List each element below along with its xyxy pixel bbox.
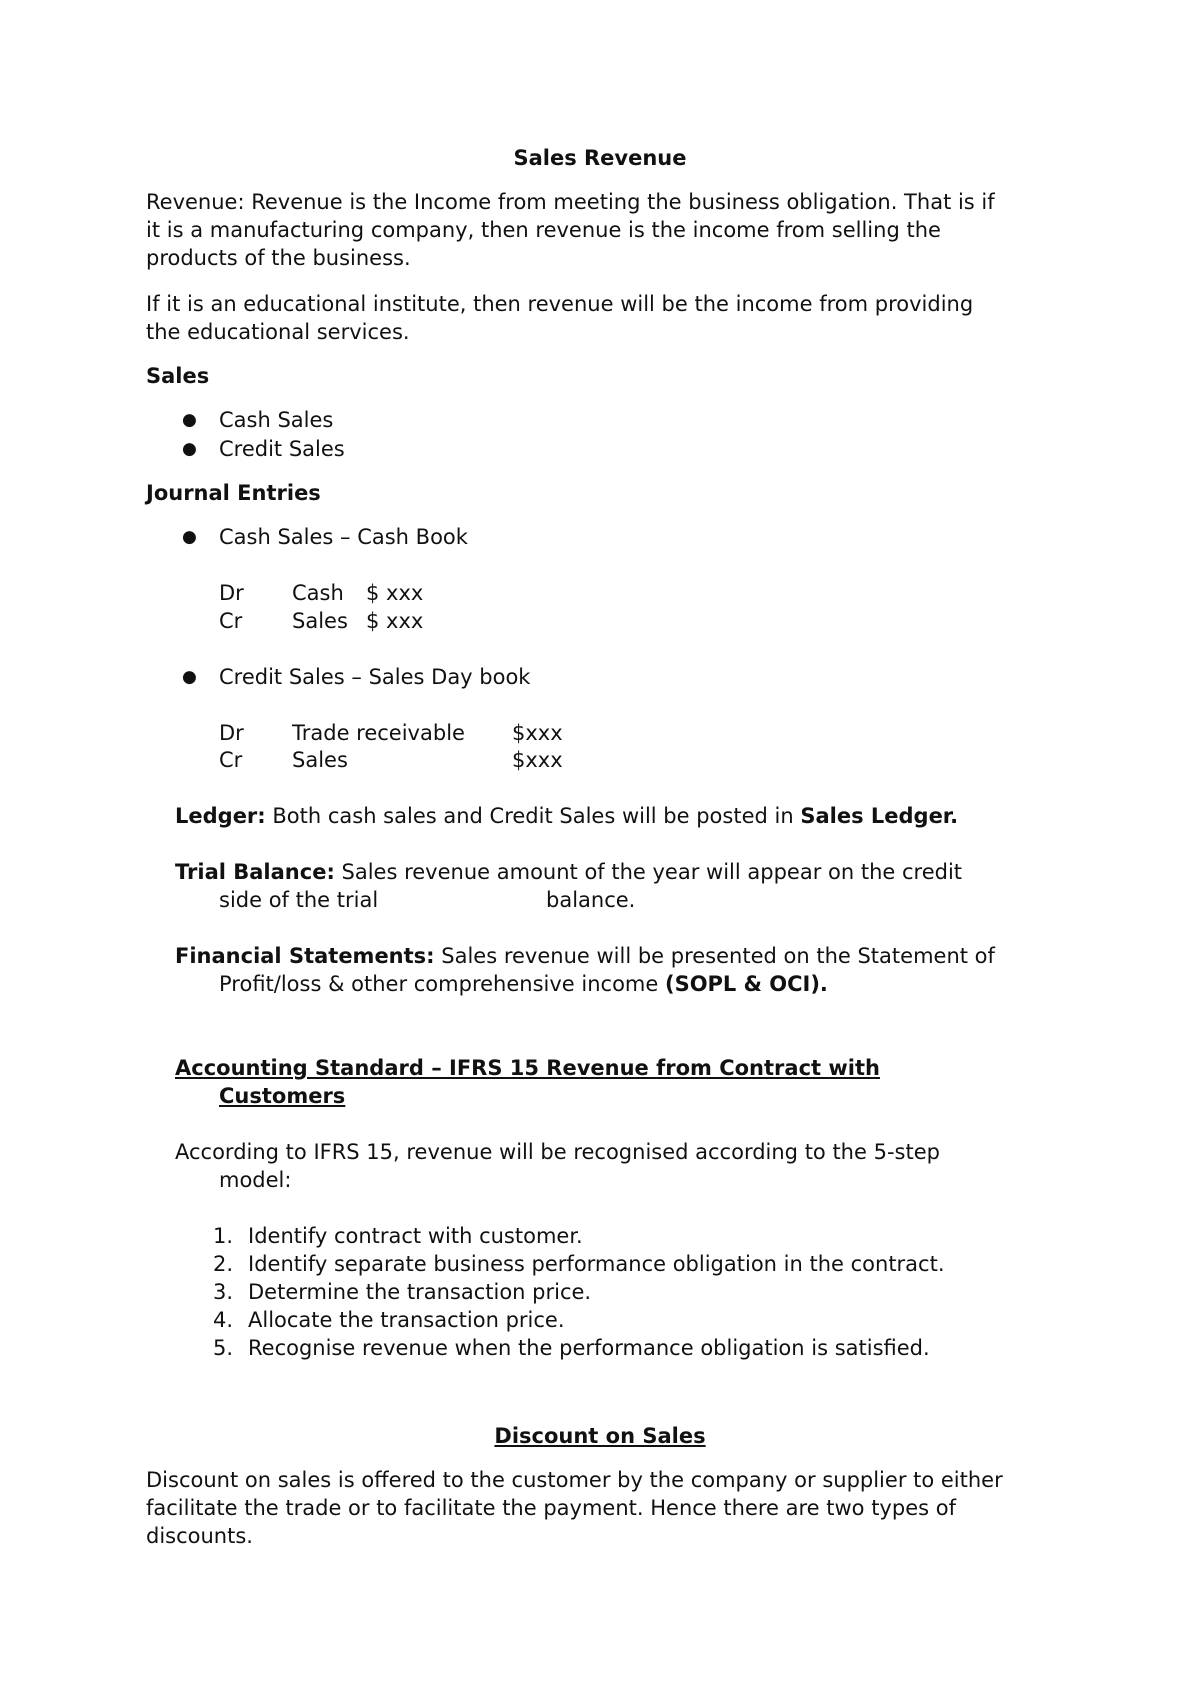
step-number: 5.	[213, 1336, 234, 1360]
intro-line-1: Revenue: Revenue is the Income from meeting the business obligation. That is if	[146, 190, 995, 214]
journal-credit-dr-account: Trade receivable	[292, 721, 465, 745]
step-text: Allocate the transaction price.	[248, 1308, 565, 1332]
journal-cash-cr-amount: $ xxx	[366, 609, 424, 633]
standard-intro-line-2: model:	[219, 1168, 292, 1192]
financial-statements-text: Sales revenue will be presented on the Statement of	[434, 944, 995, 968]
step-number: 3.	[213, 1280, 234, 1304]
trial-balance-line-2b: balance.	[546, 888, 636, 912]
trial-balance-text: Sales revenue amount of the year will appear on the credit	[334, 860, 963, 884]
journal-cash-dr: Dr	[219, 581, 244, 605]
trial-balance-label: Trial Balance:	[175, 860, 335, 884]
step-text: Recognise revenue when the performance obligation is satisfied.	[248, 1336, 930, 1360]
step-number: 2.	[213, 1252, 234, 1276]
bullet-dot-icon: ●	[182, 439, 197, 459]
trial-balance-line-1	[175, 858, 962, 886]
journal-credit-dr: Dr	[219, 721, 244, 745]
sales-item-credit: Credit Sales	[219, 437, 345, 461]
ledger-paragraph	[175, 802, 958, 830]
journal-credit-cr-account: Sales	[292, 748, 348, 772]
discount-line-1: Discount on sales is offered to the customer by the company or supplier to either	[146, 1468, 1003, 1492]
discount-line-3: discounts.	[146, 1524, 253, 1548]
financial-statements-line-2	[219, 970, 828, 998]
journal-cash-cr: Cr	[219, 609, 243, 633]
standard-heading-line-2: Customers	[219, 1084, 346, 1108]
edu-line-1: If it is an educational institute, then revenue will be the income from providing	[146, 292, 974, 316]
ledger-text: Both cash sales and Credit Sales will be posted in	[265, 804, 801, 828]
bullet-dot-icon: ●	[182, 527, 197, 547]
standard-intro-line-1: According to IFRS 15, revenue will be recognised according to the 5-step	[175, 1140, 940, 1164]
page-title: Sales Revenue	[513, 146, 687, 170]
step-text: Identify contract with customer.	[248, 1224, 583, 1248]
step-number: 1.	[213, 1224, 234, 1248]
bullet-dot-icon: ●	[182, 410, 197, 430]
bullet-dot-icon: ●	[182, 667, 197, 687]
trial-balance-line-2a: side of the trial	[219, 888, 379, 912]
intro-line-2: it is a manufacturing company, then revenue is the income from selling the	[146, 218, 941, 242]
sales-heading: Sales	[146, 364, 210, 388]
ledger-label: Ledger:	[175, 804, 266, 828]
journal-credit-cr: Cr	[219, 748, 243, 772]
journal-cash-dr-amount: $ xxx	[366, 581, 424, 605]
financial-statements-line-2-text: Profit/loss & other comprehensive income	[219, 972, 665, 996]
journal-credit-cr-amount: $xxx	[512, 748, 563, 772]
step-text: Determine the transaction price.	[248, 1280, 592, 1304]
edu-line-2: the educational services.	[146, 320, 410, 344]
financial-statements-label: Financial Statements:	[175, 944, 435, 968]
journal-credit-dr-amount: $xxx	[512, 721, 563, 745]
standard-heading-line-1: Accounting Standard – IFRS 15 Revenue from Contract with	[175, 1056, 880, 1080]
sales-item-cash: Cash Sales	[219, 408, 334, 432]
intro-line-3: products of the business.	[146, 246, 411, 270]
ledger-bold-end: Sales Ledger.	[800, 804, 959, 828]
journal-credit-bullet: Credit Sales – Sales Day book	[219, 665, 531, 689]
discount-heading: Discount on Sales	[494, 1424, 706, 1448]
step-number: 4.	[213, 1308, 234, 1332]
journal-heading: Journal Entries	[146, 481, 321, 505]
journal-cash-dr-account: Cash	[292, 581, 344, 605]
discount-line-2: facilitate the trade or to facilitate the payment. Hence there are two types of	[146, 1496, 956, 1520]
journal-cash-bullet: Cash Sales – Cash Book	[219, 525, 468, 549]
journal-cash-cr-account: Sales	[292, 609, 348, 633]
step-text: Identify separate business performance obligation in the contract.	[248, 1252, 945, 1276]
financial-statements-line-1	[175, 942, 995, 970]
financial-statements-bold: (SOPL & OCI).	[664, 972, 828, 996]
